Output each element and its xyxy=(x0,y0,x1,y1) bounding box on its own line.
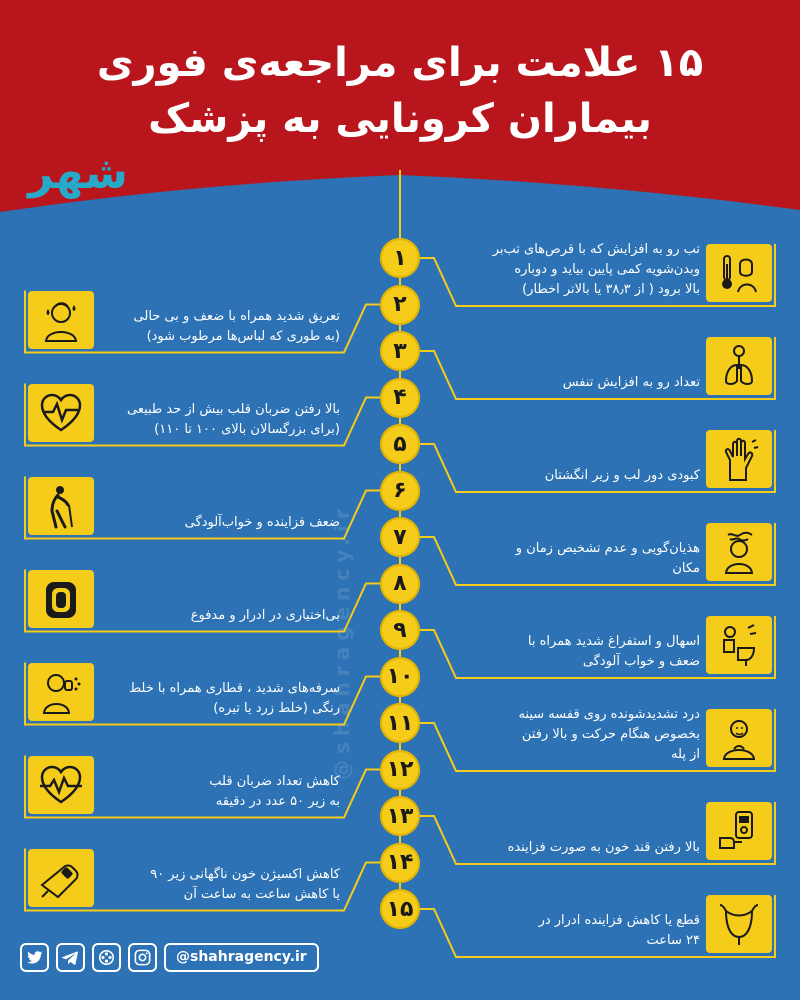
telegram-icon[interactable] xyxy=(56,943,85,972)
item-text-line: ضعف فزاینده و خواب‌آلودگی xyxy=(184,514,340,530)
footer-handle[interactable]: @shahragency.ir xyxy=(164,943,319,972)
lungs-breathing-icon xyxy=(716,343,762,389)
item-text-line: (برای بزرگسالان بالای ۱۰۰ تا ۱۱۰) xyxy=(154,421,340,437)
item-text-line: کاهش اکسیژن خون ناگهانی زیر ۹۰ xyxy=(150,866,340,882)
watermark: @shahragency.ir xyxy=(330,503,354,780)
icon-box-12 xyxy=(28,756,94,814)
item-text-line: هذیان‌گویی و عدم تشخیص زمان و xyxy=(515,541,700,556)
step-number-1: ۱ xyxy=(380,238,420,278)
item-text-11 xyxy=(440,705,700,765)
item-text-5 xyxy=(440,466,700,486)
step-number-11: ۱۱ xyxy=(380,703,420,743)
item-text-line: اسهال و استفراغ شدید همراه با xyxy=(527,634,700,649)
icon-box-5 xyxy=(706,430,772,488)
step-number-10: ۱۰ xyxy=(380,657,420,697)
step-number-14: ۱۴ xyxy=(380,843,420,883)
icon-box-6 xyxy=(28,477,94,535)
icon-box-4 xyxy=(28,384,94,442)
toilet-vomit-icon xyxy=(716,622,762,668)
footer xyxy=(20,942,319,972)
icon-box-8 xyxy=(28,570,94,628)
icon-box-15 xyxy=(706,895,772,953)
item-text-14 xyxy=(100,865,340,905)
step-number-13: ۱۳ xyxy=(380,796,420,836)
icon-box-11 xyxy=(706,709,772,767)
title-line-1: ۱۵ علامت برای مراجعه‌ی فوری xyxy=(96,40,704,86)
instagram-icon[interactable] xyxy=(128,943,157,972)
item-text-line: تب رو به افزایش که با قرص‌های تب‌بر xyxy=(492,242,700,257)
step-number-2: ۲ xyxy=(380,285,420,325)
step-number-4: ۴ xyxy=(380,378,420,418)
item-text-line: درد تشدیدشونده روی قفسه سینه xyxy=(518,707,700,722)
icon-box-13 xyxy=(706,802,772,860)
item-text-line: ۲۴ ساعت xyxy=(646,933,700,948)
item-text-line: بی‌اختیاری در ادرار و مدفوع xyxy=(190,607,340,623)
item-text-line: رنگی (خلط زرد یا تیره) xyxy=(213,700,340,716)
icon-box-9 xyxy=(706,616,772,674)
item-text-line: بخصوص هنگام حرکت و بالا رفتن xyxy=(521,727,700,742)
confused-person-icon xyxy=(716,529,762,575)
icon-box-14 xyxy=(28,849,94,907)
blue-fingers-hand-icon xyxy=(716,436,762,482)
pulse-oximeter-icon xyxy=(38,855,84,901)
heart-rate-icon xyxy=(38,762,84,808)
heart-pulse-icon xyxy=(38,390,84,436)
item-text-line: کاهش تعداد ضربان قلب xyxy=(209,773,340,789)
bladder-icon xyxy=(716,901,762,947)
item-text-12 xyxy=(100,772,340,812)
item-text-2 xyxy=(100,307,340,347)
item-text-line: سرفه‌های شدید ، قطاری همراه با خلط xyxy=(129,680,340,696)
item-text-line: (به طوری که لباس‌ها مرطوب شود) xyxy=(146,328,340,344)
coughing-person-icon xyxy=(38,669,84,715)
icon-box-3 xyxy=(706,337,772,395)
item-text-line: تعریق شدید همراه با ضعف و بی حالی xyxy=(133,308,340,324)
item-text-10 xyxy=(100,679,340,719)
icon-box-1 xyxy=(706,244,772,302)
item-text-13 xyxy=(440,838,700,858)
item-text-line: یا کاهش ساعت به ساعت آن xyxy=(183,886,340,902)
item-text-1 xyxy=(440,240,700,300)
icon-box-10 xyxy=(28,663,94,721)
item-text-line: قطع یا کاهش فزاینده ادرار در xyxy=(538,913,700,928)
item-text-line: بالا رفتن قند خون به صورت فزاینده xyxy=(507,840,700,855)
step-number-8: ۸ xyxy=(380,564,420,604)
diaper-incontinence-icon xyxy=(38,576,84,622)
fever-thermometer-icon xyxy=(716,250,762,296)
item-text-line: کبودی دور لب و زیر انگشتان xyxy=(544,468,700,483)
item-text-line: از پله xyxy=(671,747,700,762)
item-text-3 xyxy=(440,373,700,393)
item-text-6 xyxy=(100,513,340,533)
item-text-4 xyxy=(100,400,340,440)
item-text-line: وبدن‌شویه کمی پایین بیاید و دوباره xyxy=(514,262,700,277)
step-number-3: ۳ xyxy=(380,331,420,371)
icon-box-7 xyxy=(706,523,772,581)
aparat-icon[interactable] xyxy=(92,943,121,972)
glucometer-icon xyxy=(716,808,762,854)
twitter-icon[interactable] xyxy=(20,943,49,972)
title-line-2: بیماران کرونایی به پزشک xyxy=(148,96,652,142)
sweating-person-icon xyxy=(38,297,84,343)
item-text-15 xyxy=(440,911,700,951)
item-text-line: بالا برود ( از ۳۸٫۳ یا بالاتر اخطار) xyxy=(522,282,700,297)
step-number-7: ۷ xyxy=(380,517,420,557)
item-text-line: بالا رفتن ضربان قلب بیش از حد طبیعی xyxy=(126,401,340,417)
weak-elderly-cane-icon xyxy=(38,483,84,529)
chest-pain-person-icon xyxy=(716,715,762,761)
item-text-9 xyxy=(440,632,700,672)
icon-box-2 xyxy=(28,291,94,349)
step-number-12: ۱۲ xyxy=(380,750,420,790)
shahr-logo xyxy=(22,142,134,202)
step-number-9: ۹ xyxy=(380,610,420,650)
item-text-7 xyxy=(440,539,700,579)
item-text-line: ضعف و خواب آلودگی xyxy=(582,654,700,669)
item-text-8 xyxy=(100,606,340,626)
item-text-line: تعداد رو به افزایش تنفس xyxy=(562,375,700,390)
item-text-line: مکان xyxy=(672,561,700,576)
logo-text: شهر xyxy=(28,148,128,199)
step-number-5: ۵ xyxy=(380,424,420,464)
step-number-15: ۱۵ xyxy=(380,889,420,929)
step-number-6: ۶ xyxy=(380,471,420,511)
item-text-line: به زیر ۵۰ عدد در دقیقه xyxy=(215,793,340,809)
